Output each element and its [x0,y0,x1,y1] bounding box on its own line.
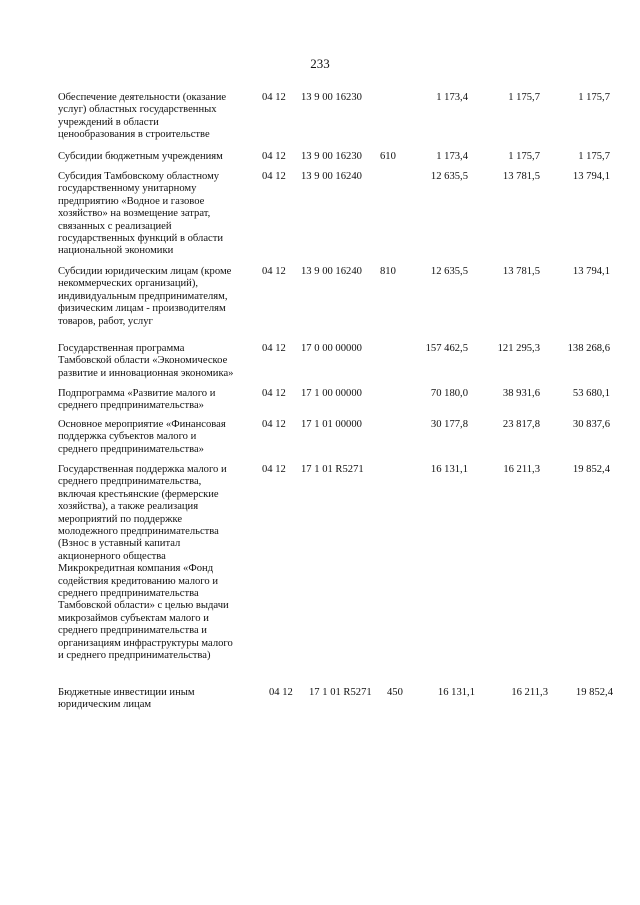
row-description: Субсидии юридическим лицам (кроме некоммерческих организаций), индивидуальным предпринимателям, физическим лицам - производителям товаров, работ, услуг [58,266,232,327]
row-value-2: 16 211,3 [503,464,540,475]
row-value-1: 30 177,8 [430,419,468,430]
row-value-2: 13 781,5 [502,266,540,277]
row-section: 04 12 [262,388,286,399]
row-description: Подпрограмма «Развитие малого и среднего предпринимательства» [58,388,216,412]
row-value-1: 16 131,1 [430,464,468,475]
row-value-1: 70 180,0 [430,388,468,399]
row-value-1: 1 173,4 [436,151,468,162]
row-target-article: 17 1 00 00000 [301,388,362,399]
row-expense-type: 810 [380,266,396,277]
row-section: 04 12 [262,343,286,354]
row-value-2: 121 295,3 [497,343,540,354]
row-value-3: 13 794,1 [572,171,610,182]
row-section: 04 12 [262,171,286,182]
row-description: Субсидии бюджетным учреждениям [58,151,223,162]
row-target-article: 13 9 00 16230 [301,151,362,162]
row-description: Субсидия Тамбовскому областному государственному унитарному предприятию «Водное и газовое хозяйство» на возмещение затрат, связанных с реализацией государственных функций в области национальной экономики [58,171,224,257]
row-section: 04 12 [262,92,286,103]
row-section: 04 12 [262,464,286,475]
row-target-article: 17 0 00 00000 [301,343,362,354]
row-description: Государственная поддержка малого и среднего предпринимательства, включая крестьянские (фермерские хозяйства), а также реализация мероприятий по поддержке молодежного предпринимательства (Взнос в уставный капитал акционерного общества Микрокредитная компания «Фонд содействия кредитованию малого и среднего предпринимательства Тамбовской области» с целью выдачи микрозаймов субъектам малого и среднего предпринимательства и организациям инфраструктуры малого и среднего предпринимательства) [58,464,233,662]
row-value-3: 1 175,7 [578,151,610,162]
row-value-1: 1 173,4 [436,92,468,103]
row-value-2: 1 175,7 [508,151,540,162]
row-value-3: 1 175,7 [578,92,610,103]
row-value-3: 13 794,1 [572,266,610,277]
row-value-2: 16 211,3 [511,687,548,698]
row-description: Государственная программа Тамбовской области «Экономическое развитие и инновационная экономика» [58,343,234,379]
row-description: Бюджетные инвестиции иным юридическим лицам [58,687,195,711]
row-target-article: 13 9 00 16240 [301,266,362,277]
row-value-3: 30 837,6 [572,419,610,430]
row-value-1: 16 131,1 [437,687,475,698]
row-expense-type: 610 [380,151,396,162]
row-value-3: 138 268,6 [567,343,610,354]
row-value-2: 1 175,7 [508,92,540,103]
row-description: Основное мероприятие «Финансовая поддержка субъектов малого и среднего предпринимательства» [58,419,226,455]
row-value-1: 12 635,5 [430,171,468,182]
row-section: 04 12 [262,266,286,277]
row-target-article: 17 1 01 R5271 [301,464,364,475]
row-value-1: 12 635,5 [430,266,468,277]
row-value-3: 53 680,1 [572,388,610,399]
row-value-2: 23 817,8 [502,419,540,430]
row-value-2: 38 931,6 [502,388,540,399]
row-target-article: 13 9 00 16240 [301,171,362,182]
row-expense-type: 450 [387,687,403,698]
row-value-2: 13 781,5 [502,171,540,182]
page-number: 233 [310,56,330,71]
row-target-article: 17 1 01 00000 [301,419,362,430]
row-section: 04 12 [262,419,286,430]
row-value-1: 157 462,5 [425,343,468,354]
row-value-3: 19 852,4 [575,687,613,698]
row-target-article: 17 1 01 R5271 [309,687,372,698]
row-value-3: 19 852,4 [572,464,610,475]
row-section: 04 12 [269,687,293,698]
row-description: Обеспечение деятельности (оказание услуг) областных государственных учреждений в области ценообразования в строительстве [58,92,227,141]
row-section: 04 12 [262,151,286,162]
row-target-article: 13 9 00 16230 [301,92,362,103]
